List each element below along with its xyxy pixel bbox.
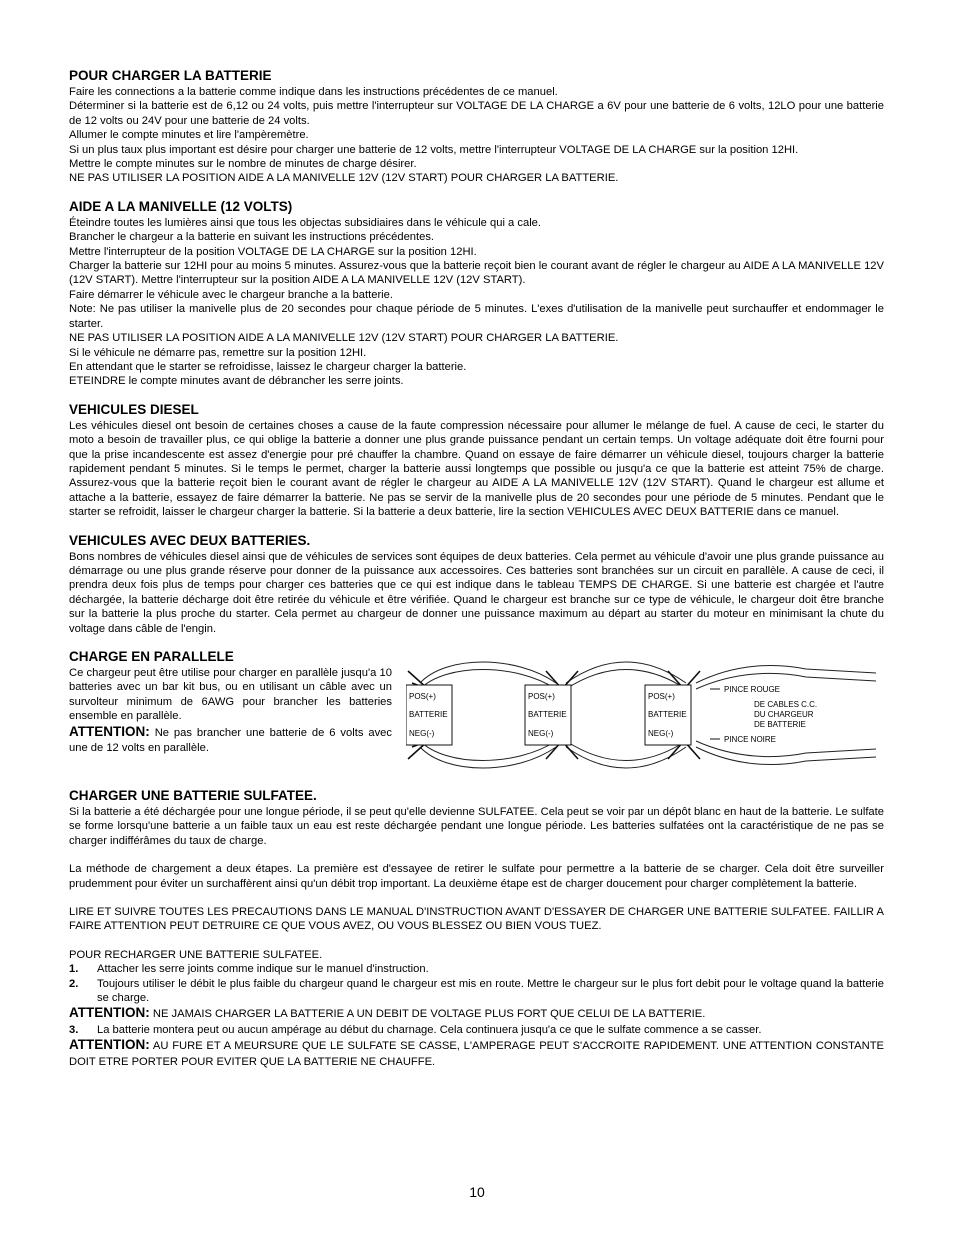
battery-neg-label: NEG(-) [528, 729, 554, 738]
step-text: La batterie montera peut ou aucun ampérage au début du charnage. Cela continuera jusqu'a ce que le sulfate commence a se casser. [97, 1023, 762, 1036]
step-text: Toujours utiliser le débit le plus faible du chargeur quand le chargeur est mis en route. Mettre le chargeur sur le plus fort debit pour le voltage quand la batterie se charge. [97, 977, 884, 1005]
manual-page [69, 68, 884, 1070]
black-cable-tail [696, 741, 876, 757]
attention-label: ATTENTION: [69, 723, 150, 739]
red-cable-tail [696, 673, 876, 689]
attention-note [69, 1005, 884, 1023]
paragraph-line: En attendant que le starter se refroidisse, laissez le chargeur charger la batterie. [69, 360, 467, 373]
paragraph: POUR RECHARGER UNE BATTERIE SULFATEE. [69, 948, 323, 961]
cable-label-line2: DU CHARGEUR [754, 710, 814, 719]
battery-neg-label: NEG(-) [648, 729, 674, 738]
attention-note [69, 724, 392, 757]
paragraph-line: Charger la batterie sur 12HI pour au moins 5 minutes. Assurez-vous que la batterie reçoit bien le courant avant de régler le chargeur au AIDE A LA MANIVELLE 12V (12V START). Mettre l'interrupteur sur la position AIDE A LA MANIVELLE 12V (12V START). [69, 260, 884, 287]
paragraph: Si la batterie a été déchargée pour une longue période, il se peut qu'elle devienne SULFATEE. Cela peut se voir par un dépôt blanc en haut de la batterie. Le sulfate se forme lorsqu'une batterie a un faible taux un eau est reste déchargée pendant une longue période. Les batteries sulfatées ont la caractéristique de ne pas se charger indifférâmes du taux de charge. [69, 806, 884, 847]
step-text: Attacher les serre joints comme indique sur le manuel d'instruction. [97, 963, 429, 976]
step-2 [69, 977, 884, 1006]
battery-pos-label: POS(+) [409, 692, 436, 701]
step-number: 1. [69, 963, 79, 976]
step-3 [69, 1023, 884, 1037]
battery-3 [645, 685, 691, 745]
attention-text: NE JAMAIS CHARGER LA BATTERIE A UN DEBIT DE VOLTAGE PLUS FORT QUE CELUI DE LA BATTERIE. [149, 1008, 706, 1021]
page-number: 10 [469, 1184, 485, 1200]
battery-label: BATTERIE [528, 710, 567, 719]
step-number: 2. [69, 977, 79, 990]
section-manivelle [69, 199, 884, 389]
attention-text: AU FURE ET A MEURSURE QUE LE SULFATE SE CASSE, L'AMPERAGE PEUT S'ACCROITE RAPIDEMENT. UNE ATTENTION CONSTANTE DOIT ETRE PORTER POUR EVITER QUE LA BATTERIE NE CHAUFFE. [69, 1040, 884, 1068]
cable-label-line3: DE BATTERIE [754, 720, 806, 729]
paragraph: Les véhicules diesel ont besoin de certaines choses a cause de la faute compression nécessaire pour allumer le mélange de fuel. A cause de ceci, le starter du moto a besoin de travailler plus, ce qui oblige la batterie a donner une plus grande puissance pendant un certain temps. Un voltage adéquate doit être fourni pour que la prise incandescente est assez d'energie pour pré chauffer la chambre. Quand on essaye de faire démarrer un véhicule diesel, toujours charger la batterie rapidement pendant 5 minutes. Si le temps le permet, charger la batterie aussi longtemps que possible ou jusqu'a ce que la batterie est atteint 75% de charge. Assurez-vous que la batterie reçoit bien le courant avant de régler le chargeur au AIDE A LA MANIVELLE 12V (12V START). Quand le chargeur est allume et attache a la batterie, essayez de faire démarrer la batterie. Ne pas se servir de la manivelle plus de 20 secondes pour une période de 5 minutes. Pendant que le starter se refroidit, laisser le chargeur charger la batterie. Si la batterie a deux batterie, lire la section VEHICULES AVEC DEUX BATTERIE dans ce manuel. [69, 419, 884, 519]
section-sulfatee [69, 788, 884, 1070]
paragraph: Bons nombres de véhicules diesel ainsi que de véhicules de services sont équipes de deux batteries. Cela permet au véhicule d'avoir une plus grande puissance au démarrage ou une plus grande réserve pour donner de la puissance aux accessoires. Ces batteries sont branchées sur un circuit en parallèle. A cause de ceci, il prendra deux fois plus de temps pour charger ces batteries que ce qui est indique dans le tableau TEMPS DE CHARGE. Si une batterie est chargée et l'autre déchargée, la batterie décharge doit être retirée du véhicule et être vérifiée. Quand le chargeur est branche sur ce type de véhicule, le chargeur doit être branche sur la batterie la plus proche du starter. Cela permet au chargeur de donner une puissance maximum au départ au starter du moteur en minimisant la chute du voltage dans câble de l'engin. [69, 550, 884, 635]
paragraph-line: Allumer le compte minutes et lire l'ampèremètre. [69, 129, 309, 142]
battery-2 [525, 685, 571, 745]
battery-pos-label: POS(+) [528, 692, 555, 701]
paragraph-line: Faire démarrer le véhicule avec le chargeur branche a la batterie. [69, 288, 393, 301]
section-parallele [69, 649, 884, 774]
paragraph-line: NE PAS UTILISER LA POSITION AIDE A LA MANIVELLE 12V (12V START) POUR CHARGER LA BATTERIE. [69, 332, 619, 345]
paragraph-line: Mettre le compte minutes sur le nombre de minutes de charge désirer. [69, 158, 417, 171]
paragraph: Ce chargeur peut être utilise pour charger en parallèle jusqu'a 10 batteries avec un bar kit bus, ou en utilisant un câble avec un survolteur minimum de 6AWG pour brancher les batteries ensemble en parallèle. [69, 667, 392, 723]
battery-label: BATTERIE [648, 710, 687, 719]
attention-label: ATTENTION: [69, 1005, 150, 1021]
section-title: AIDE A LA MANIVELLE (12 VOLTS) [69, 198, 293, 214]
section-diesel [69, 402, 884, 520]
paragraph: La méthode de chargement a deux étapes. La première est d'essayee de retirer le sulfate pour permettre a la batterie de se charger. Cela doit être surveiller prudemment pour éviter un surchaffèrent ainsi qu'un débit trop important. La deuxième étape est de charger doucement pour charger complètement la batterie. [69, 863, 884, 890]
battery-label: BATTERIE [409, 710, 448, 719]
step-1 [69, 962, 884, 976]
section-title: VEHICULES AVEC DEUX BATTERIES. [69, 532, 311, 548]
attention-note [69, 1037, 884, 1070]
black-cable-loop [420, 747, 556, 768]
attention-label: ATTENTION: [69, 1037, 150, 1053]
section-title: POUR CHARGER LA BATTERIE [69, 68, 272, 83]
cable-label-line1: DE CABLES C.C. [754, 700, 818, 709]
paragraph: LIRE ET SUIVRE TOUTES LES PRECAUTIONS DANS LE MANUAL D'INSTRUCTION AVANT D'ESSAYER DE CHARGER UNE BATTERIE SULFATEE. FAILLIR A FAIRE ATTENTION PEUT DETRUIRE CE QUE VOUS AVEZ, OU VOUS BLESSEZ OU BIEN VOUS TUEZ. [69, 906, 884, 933]
paragraph-line: NE PAS UTILISER LA POSITION AIDE A LA MANIVELLE 12V (12V START) POUR CHARGER LA BATTERIE. [69, 172, 619, 185]
battery-1 [406, 685, 452, 745]
section-title: CHARGE EN PARALLELE [69, 649, 234, 664]
black-cable-loop [566, 747, 686, 768]
battery-pos-label: POS(+) [648, 692, 675, 701]
section-charger [69, 68, 884, 186]
section-deux-batteries [69, 533, 884, 636]
battery-neg-label: NEG(-) [409, 729, 435, 738]
paragraph-line: Déterminer si la batterie est de 6,12 ou 24 volts, puis mettre l'interrupteur sur VOLTAGE DE LA CHARGE a 6V pour une batterie de 6 volts, 12LO pour une batterie de 12 volts ou 24V pour une batterie de 24 volts. [69, 100, 884, 127]
paragraph-line: Si le véhicule ne démarre pas, remettre sur la position 12HI. [69, 346, 367, 359]
paragraph-line: ETEINDRE le compte minutes avant de débrancher les serre joints. [69, 375, 404, 388]
paragraph-line: Si un plus taux plus important est désire pour charger une batterie de 12 volts, mettre l'interrupteur VOLTAGE DE LA CHARGE sur la position 12HI. [69, 143, 799, 156]
paragraph-line: Note: Ne pas utiliser la manivelle plus de 20 secondes pour chaque période de 5 minutes. L'exes d'utilisation de la manivelle peut surchauffer et endommager le starter. [69, 303, 884, 330]
attention-text: Ne pas brancher une batterie de 6 volts avec une de 12 volts en parallèle. [69, 726, 392, 755]
parallel-wiring-diagram [406, 657, 884, 774]
section-title: CHARGER UNE BATTERIE SULFATEE. [69, 788, 317, 803]
paragraph-line: Faire les connections a la batterie comme indique dans les instructions précédentes de ce manuel. [69, 86, 558, 98]
clamp-red-label: PINCE ROUGE [724, 685, 781, 694]
paragraph-line: Mettre l'interrupteur de la position VOLTAGE DE LA CHARGE sur la position 12HI. [69, 245, 477, 258]
step-number: 3. [69, 1023, 79, 1036]
paragraph-line: Brancher le chargeur a la batterie en suivant les instructions précédentes. [69, 231, 435, 244]
section-title: VEHICULES DIESEL [69, 401, 199, 417]
parallel-text [69, 666, 392, 774]
paragraph-line: Éteindre toutes les lumières ainsi que tous les objectas subsidiaires dans le véhicule qui a cale. [69, 216, 542, 229]
red-cable-loop [420, 662, 556, 683]
clamp-black-label: PINCE NOIRE [724, 735, 777, 744]
red-cable-loop [566, 662, 686, 683]
